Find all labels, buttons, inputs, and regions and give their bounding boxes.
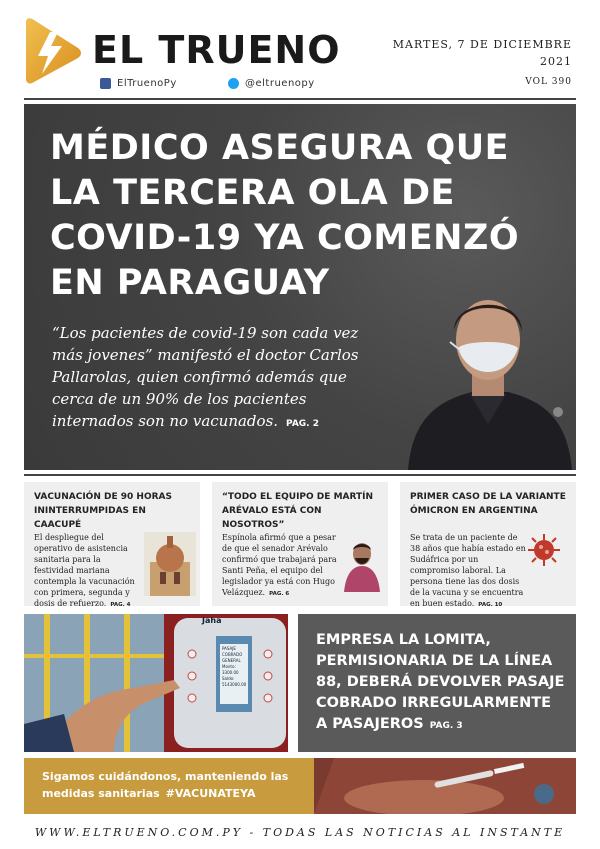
twitter-icon bbox=[228, 78, 239, 89]
brief-omicron[interactable] bbox=[400, 482, 576, 606]
bus-story[interactable] bbox=[298, 614, 576, 752]
reader-brand: Jaha bbox=[202, 616, 222, 625]
brief-text bbox=[410, 532, 530, 611]
facebook-handle[interactable] bbox=[100, 78, 177, 89]
screen-line: COBRADO bbox=[222, 652, 243, 657]
bus-headline bbox=[316, 630, 566, 737]
page-ref: PAG. 2 bbox=[286, 419, 319, 429]
hashtag: #VACUNATEYA bbox=[165, 787, 256, 800]
vaccine-photo bbox=[314, 758, 576, 814]
banner-text: Sigamos cuidándonos, manteniendo las medidas sanitarias bbox=[42, 770, 289, 800]
divider bbox=[24, 98, 576, 100]
politician-photo bbox=[340, 536, 384, 592]
brief-body: Espínola afirmó que a pesar de que el senador Arévalo confirmó que trabajará para Santi Peña, el equipo del legislador ya está con Hugo Velázquez. bbox=[222, 533, 337, 597]
virus-icon bbox=[526, 532, 562, 568]
page-ref: PAG. 6 bbox=[269, 591, 290, 597]
banner-message bbox=[42, 768, 292, 802]
main-headline: MÉDICO ASEGURA QUE LA TERCERA OLA DE COVID-19 YA COMENZÓ EN PARAGUAY bbox=[50, 128, 520, 303]
brand-name: EL TRUENO bbox=[92, 28, 341, 72]
page-ref: PAG. 4 bbox=[110, 602, 131, 608]
volume-number: VOL 390 bbox=[525, 77, 572, 87]
date-weekday: MARTES, 7 DE DICIEMBRE bbox=[392, 38, 572, 51]
brief-caacupe[interactable] bbox=[24, 482, 200, 606]
facebook-icon bbox=[100, 78, 111, 89]
bus-card-reader-photo bbox=[24, 614, 288, 752]
main-quote bbox=[52, 322, 382, 435]
footer-tagline: WWW.ELTRUENO.COM.PY - TODAS LAS NOTICIAS AL INSTANTE bbox=[34, 826, 566, 839]
thunder-logo-icon bbox=[20, 18, 82, 84]
page-ref: PAG. 3 bbox=[429, 721, 463, 731]
quote-text: “Los pacientes de covid-19 son cada vez más jovenes” manifestó el doctor Carlos Pallarolas, quien confirmó además que cerca de un 90% de los pacientes internados son no vacunados. bbox=[52, 324, 359, 430]
brief-text bbox=[34, 532, 140, 611]
masthead bbox=[0, 0, 600, 100]
page-ref: PAG. 10 bbox=[478, 602, 503, 608]
vaccine-banner[interactable] bbox=[24, 758, 576, 814]
brief-body: Se trata de un paciente de 38 años que había estado en Sudáfrica por un compromiso laboral. La persona tiene las dos dosis de la vacuna y se encuentra en buen estado. bbox=[410, 533, 526, 608]
twitter-label: @eltruenopy bbox=[245, 78, 315, 89]
date-year: 2021 bbox=[540, 55, 572, 68]
brief-title: VACUNACIÓN DE 90 HORAS ININTERRUMPIDAS EN CAACUPÉ bbox=[34, 492, 172, 530]
main-story[interactable] bbox=[24, 104, 576, 470]
screen-line: Saldo: 5143000.00 bbox=[222, 676, 247, 687]
screen-line: GENERAL bbox=[222, 658, 241, 663]
screen-line: Monto: 3300.00 bbox=[222, 664, 239, 675]
reader-screen bbox=[222, 646, 248, 688]
screen-line: PASAJE bbox=[222, 646, 236, 651]
doctor-photo bbox=[398, 284, 576, 470]
facebook-label: ElTruenoPy bbox=[117, 78, 177, 89]
brief-body: El despliegue del operativo de asistencia sanitaria para la festividad mariana contempla la vacunación con primera, segunda y dosis de refuerzo. bbox=[34, 533, 135, 608]
brief-title: “TODO EL EQUIPO DE MARTÍN ARÉVALO ESTÁ CON NOSOTROS” bbox=[222, 492, 374, 530]
bus-headline-text: EMPRESA LA LOMITA, PERMISIONARIA DE LA LÍNEA 88, DEBERÁ DEVOLVER PASAJE COBRADO IRREGULARMENTE A PASAJEROS bbox=[316, 632, 565, 732]
issue-date bbox=[352, 36, 572, 70]
brief-arevalo[interactable] bbox=[212, 482, 388, 606]
twitter-handle[interactable] bbox=[228, 78, 315, 89]
brief-text bbox=[222, 532, 340, 600]
bus-interior-illustration bbox=[24, 614, 288, 752]
brief-title: PRIMER CASO DE LA VARIANTE ÓMICRON EN ARGENTINA bbox=[410, 492, 566, 516]
divider bbox=[24, 474, 576, 476]
basilica-photo bbox=[144, 532, 196, 596]
